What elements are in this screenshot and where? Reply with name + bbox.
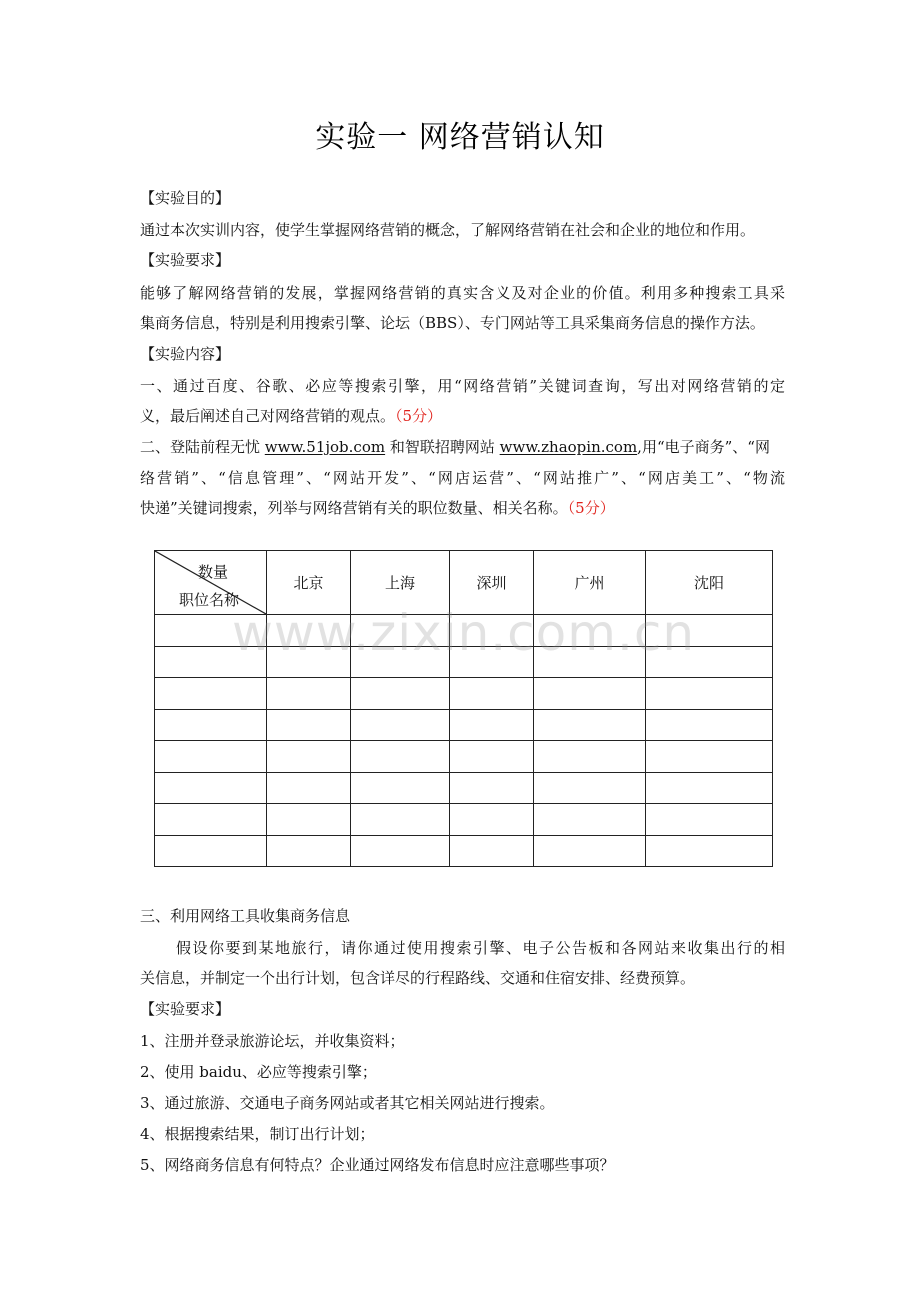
- column-header-city: 上海: [351, 551, 450, 615]
- item-1-score: （5分）: [395, 407, 443, 425]
- table-cell[interactable]: [646, 646, 773, 678]
- table-cell[interactable]: [351, 772, 450, 804]
- table-cell[interactable]: [450, 615, 534, 647]
- table-cell[interactable]: [646, 835, 773, 867]
- table-cell[interactable]: [646, 709, 773, 741]
- table-cell[interactable]: [267, 804, 351, 836]
- table-cell[interactable]: [155, 615, 267, 647]
- link-51job[interactable]: www.51job.com: [264, 438, 386, 456]
- table-cell[interactable]: [534, 678, 646, 710]
- table-row: [155, 772, 773, 804]
- item-2-middle: 和智联招聘网站: [385, 438, 500, 456]
- table-cell[interactable]: [267, 741, 351, 773]
- section-requirements-heading: 【实验要求】: [140, 251, 231, 269]
- table-cell[interactable]: [450, 646, 534, 678]
- table-cell[interactable]: [351, 646, 450, 678]
- table-cell[interactable]: [450, 835, 534, 867]
- table-cell[interactable]: [351, 678, 450, 710]
- item-1-line-1: 一、通过百度、谷歌、必应等搜索引擎，用“网络营销”关键词查询，写出对网络营销的定: [140, 377, 785, 395]
- table-cell[interactable]: [351, 615, 450, 647]
- column-header-city: 深圳: [450, 551, 534, 615]
- table-row: [155, 741, 773, 773]
- column-header-city: 沈阳: [646, 551, 773, 615]
- table-cell[interactable]: [646, 804, 773, 836]
- item-2-line-1: [140, 437, 785, 457]
- link-zhaopin[interactable]: www.zhaopin.com: [499, 438, 638, 456]
- section-content-heading: 【实验内容】: [140, 345, 231, 363]
- table-cell[interactable]: [155, 835, 267, 867]
- table-cell[interactable]: [534, 709, 646, 741]
- column-header-city: 广州: [534, 551, 646, 615]
- section-requirements-2-heading: 【实验要求】: [140, 1000, 231, 1018]
- item-2-prefix: 二、登陆前程无忧: [140, 438, 265, 456]
- item-3-title: 三、利用网络工具收集商务信息: [140, 907, 351, 925]
- table-cell[interactable]: [155, 772, 267, 804]
- table-cell[interactable]: [534, 835, 646, 867]
- table-header-row: [155, 551, 773, 615]
- table-cell[interactable]: [155, 678, 267, 710]
- requirement-item-3: 3、通过旅游、交通电子商务网站或者其它相关网站进行搜索。: [140, 1094, 555, 1112]
- table-cell[interactable]: [267, 835, 351, 867]
- requirements-line-2: 集商务信息，特别是利用搜索引擎、论坛（BBS）、专门网站等工具采集商务信息的操作方法。: [140, 314, 765, 332]
- watermark: www.zixin.com.cn: [232, 604, 696, 662]
- table-cell[interactable]: [351, 835, 450, 867]
- table-cell[interactable]: [267, 772, 351, 804]
- table-cell[interactable]: [450, 741, 534, 773]
- requirement-item-5: 5、网络商务信息有何特点？企业通过网络发布信息时应注意哪些事项？: [140, 1156, 615, 1174]
- table-cell[interactable]: [155, 646, 267, 678]
- header-position-label: 职位名称: [179, 591, 240, 609]
- table-row: [155, 646, 773, 678]
- table-cell[interactable]: [155, 741, 267, 773]
- table-cell[interactable]: [534, 741, 646, 773]
- requirement-item-1: 1、注册并登录旅游论坛，并收集资料；: [140, 1032, 405, 1050]
- requirement-item-4: 4、根据搜索结果，制订出行计划；: [140, 1125, 375, 1143]
- item-3-line-2: 关信息，并制定一个出行计划，包含详尽的行程路线、交通和住宿安排、经费预算。: [140, 969, 696, 987]
- table-cell[interactable]: [351, 804, 450, 836]
- table-cell[interactable]: [534, 615, 646, 647]
- table-cell[interactable]: [534, 772, 646, 804]
- requirement-item-2: 2、使用 baidu、必应等搜索引擎；: [140, 1063, 377, 1081]
- item-1-line-2: [140, 406, 785, 426]
- item-2-line-3: [140, 498, 785, 518]
- item-2-score: （5分）: [567, 499, 615, 517]
- table-cell[interactable]: [267, 709, 351, 741]
- requirements-line-1: 能够了解网络营销的发展，掌握网络营销的真实含义及对企业的价值。利用多种搜索工具采: [140, 284, 785, 302]
- table-row: [155, 709, 773, 741]
- table-cell[interactable]: [450, 772, 534, 804]
- table-cell[interactable]: [646, 741, 773, 773]
- section-purpose-heading: 【实验目的】: [140, 189, 231, 207]
- table-cell[interactable]: [534, 804, 646, 836]
- table-cell[interactable]: [267, 646, 351, 678]
- table-cell[interactable]: [646, 678, 773, 710]
- table-cell[interactable]: [155, 804, 267, 836]
- table-row: [155, 804, 773, 836]
- table-row: [155, 615, 773, 647]
- item-2-suffix: ,用“电子商务”、“网: [637, 438, 770, 456]
- header-quantity-label: 数量: [197, 563, 228, 581]
- purpose-text: 通过本次实训内容，使学生掌握网络营销的概念，了解网络营销在社会和企业的地位和作用。: [140, 221, 756, 239]
- table-cell[interactable]: [351, 741, 450, 773]
- table-cell[interactable]: [646, 615, 773, 647]
- table-cell[interactable]: [351, 709, 450, 741]
- item-1-text: 义，最后阐述自己对网络营销的观点。: [140, 407, 396, 425]
- item-2-line-2: 络营销”、“信息管理”、“网站开发”、“网店运营”、“网站推广”、“网店美工”、“物流: [140, 469, 785, 487]
- page-title: 实验一 网络营销认知: [315, 120, 605, 155]
- table-cell[interactable]: [450, 709, 534, 741]
- table-cell[interactable]: [646, 772, 773, 804]
- table-cell[interactable]: [450, 678, 534, 710]
- item-3-line-1: 假设你要到某地旅行，请你通过使用搜索引擎、电子公告板和各网站来收集出行的相: [176, 939, 785, 957]
- column-header-city: 北京: [267, 551, 351, 615]
- table-cell[interactable]: [534, 646, 646, 678]
- table-cell[interactable]: [267, 615, 351, 647]
- diagonal-header-cell: [155, 551, 267, 615]
- table-cell[interactable]: [450, 804, 534, 836]
- table-row: [155, 678, 773, 710]
- item-2-text: 快递”关键词搜索，列举与网络营销有关的职位数量、相关名称。: [140, 499, 568, 517]
- table-cell[interactable]: [267, 678, 351, 710]
- table-row: [155, 835, 773, 867]
- table-cell[interactable]: [155, 709, 267, 741]
- job-count-table: [154, 550, 773, 867]
